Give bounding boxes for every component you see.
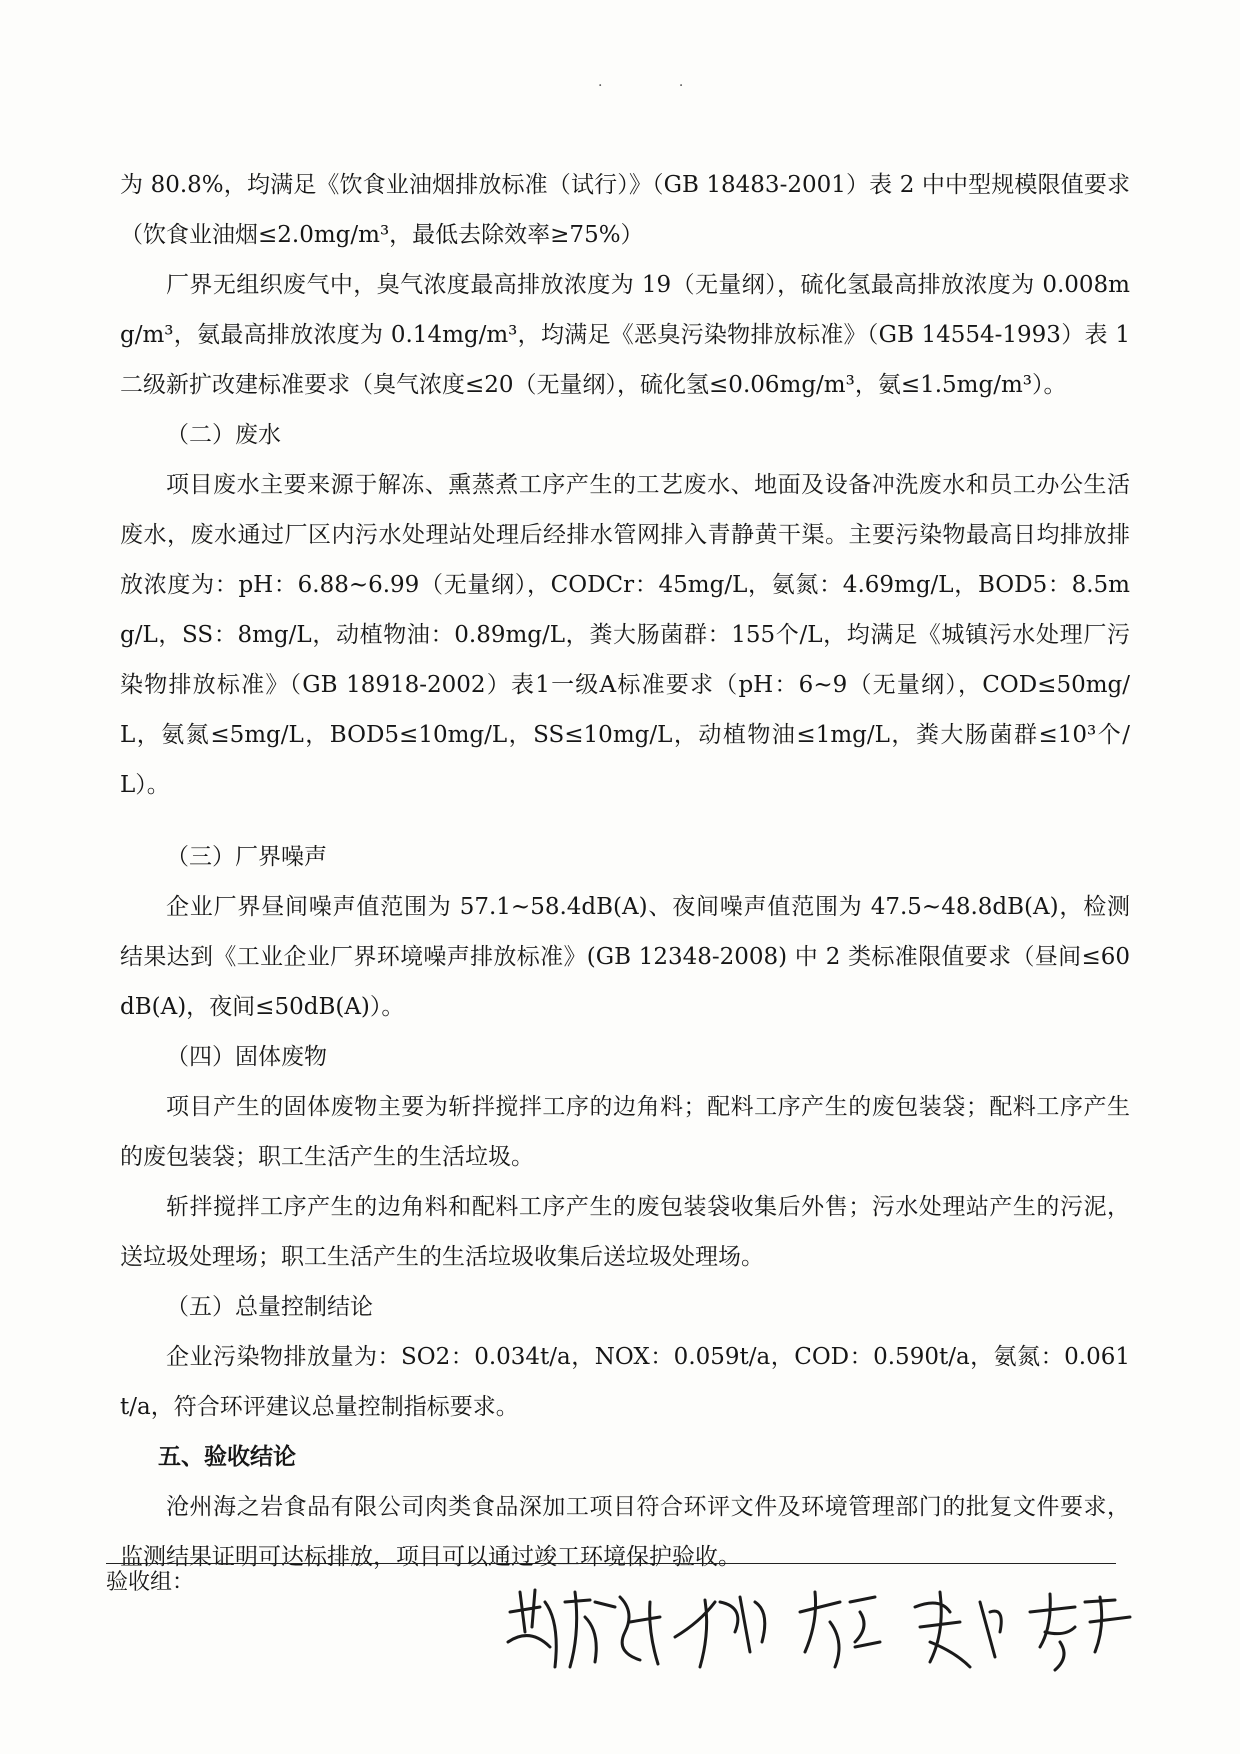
acceptance-group-label: 验收组： [106,1570,195,1595]
document-body [120,160,1130,1582]
heading-total-control: （五）总量控制结论 [166,1294,373,1320]
paragraph-solid-waste-disposal: 斩拌搅拌工序产生的边角料和配料工序产生的废包装袋收集后外售；污水处理站产生的污泥，送垃圾处理场；职工生活产生的生活垃圾收集后送垃圾处理场。 [120,1194,1130,1270]
header-marks: · · [598,78,720,94]
heading-noise: （三）厂界噪声 [166,844,327,870]
paragraph-acceptance-conclusion: 沧州海之岩食品有限公司肉类食品深加工项目符合环评文件及环境管理部门的批复文件要求，监测结果证明可达标排放，项目可以通过竣工环境保护验收。 [120,1494,1130,1570]
heading-wastewater: （二）废水 [166,422,281,448]
heading-solid-waste: （四）固体废物 [166,1044,327,1070]
paragraph-total-control: 企业污染物排放量为：SO2：0.034t/a，NOX：0.059t/a，COD：0.590t/a，氨氮：0.061t/a，符合环评建议总量控制指标要求。 [120,1344,1130,1420]
heading-acceptance-conclusion: 五、验收结论 [158,1443,296,1470]
paragraph-fugitive-gas: 厂界无组织废气中，臭气浓度最高排放浓度为 19（无量纲），硫化氢最高排放浓度为 0.008mg/m³，氨最高排放浓度为 0.14mg/m³，均满足《恶臭污染物排放标准》（GB 14554-1993）表 1 二级新扩改建标准要求（臭气浓度≤20（无量纲），硫化氢≤0.06mg/m³，氨≤1.5mg/m³）。 [120,272,1130,398]
handwritten-signatures [500,1572,1140,1682]
paragraph-noise: 企业厂界昼间噪声值范围为 57.1~58.4dB(A)、夜间噪声值范围为 47.5~48.8dB(A)，检测结果达到《工业企业厂界环境噪声排放标准》(GB 12348-2008) 中 2 类标准限值要求（昼间≤60dB(A)，夜间≤50dB(A)）。 [120,894,1130,1020]
signature-divider [106,1563,1116,1564]
paragraph-wastewater: 项目废水主要来源于解冻、熏蒸煮工序产生的工艺废水、地面及设备冲洗废水和员工办公生活废水，废水通过厂区内污水处理站处理后经排水管网排入青静黄干渠。主要污染物最高日均排放排放浓度为：pH：6.88~6.99（无量纲），CODCr：45mg/L，氨氮：4.69mg/L，BOD5：8.5mg/L，SS：8mg/L，动植物油：0.89mg/L，粪大肠菌群：155个/L，均满足《城镇污水处理厂污染物排放标准》（GB 18918-2002）表1一级A标准要求（pH：6~9（无量纲），COD≤50mg/L，氨氮≤5mg/L，BOD5≤10mg/L，SS≤10mg/L，动植物油≤1mg/L，粪大肠菌群≤10³个/L）。 [120,472,1130,798]
paragraph-solid-waste-sources: 项目产生的固体废物主要为斩拌搅拌工序的边角料；配料工序产生的废包装袋；配料工序产生的废包装袋；职工生活产生的生活垃圾。 [120,1094,1130,1170]
paragraph-oil-fume: 为 80.8%，均满足《饮食业油烟排放标准（试行）》（GB 18483-2001）表 2 中中型规模限值要求（饮食业油烟≤2.0mg/m³，最低去除效率≥75%） [120,172,1130,248]
